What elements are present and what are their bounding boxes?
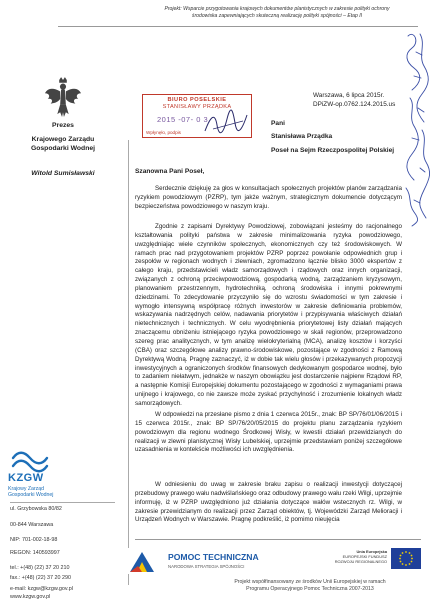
pomoc-techniczna-logo-icon: [128, 548, 156, 574]
handwritten-annotation: [400, 28, 434, 228]
kzgw-wordmark: KZGW: [8, 472, 44, 484]
cofinancing-note: [212, 579, 408, 592]
eu-fund-line1: Unia Europejska: [356, 549, 387, 554]
letter-paragraph-2: [135, 223, 402, 409]
paragraph-3-text: W odpowiedzi na przesłane pismo z dnia 1 czerwca 2015r., znak: BP SP/76/01/06/2015 i 15 czerwca 2015r., znak: BP SP/76/20/05/2015 do projektu planu zarządzania ryzykiem powodziowym dla regionu wodnego Środkowej Wisły, w kwestii działań przewidzianych do realizacji w zlewni planistycznej Wisły Lubelskiej, uprzejmie przedstawiam poniżej szczegółowe uzasadnienia w kontekście możliwości ich uwzględnienia.: [135, 411, 402, 454]
letter-paragraph-4: [135, 481, 402, 525]
paragraph-1-text: Serdecznie dziękuję za głos w konsultacjach społecznych projektów planów zarządzania ryzykiem powodziowym (PZRP), tym jakże ważnym, strategicznym dokumencie dotyczącym bezpieczeństwa powodziowego w naszym kraju.: [135, 185, 402, 210]
contact-website[interactable]: www.kzgw.gov.pl: [10, 594, 51, 600]
project-header-line1: Projekt: Wsparcie przygotowania krajowych dokumentów planistycznych w zakresie polityki ochrony: [164, 6, 390, 12]
eu-fund-line3: ROZWOJU REGIONALNEGO: [334, 559, 387, 564]
contact-phone: tel.: +(48) (22) 37 20 210: [10, 565, 70, 571]
project-header-line2: środowiska zapewniających skuteczną realizację polityki spójności – Etap II: [191, 13, 363, 20]
sidebar-org-line2: Gospodarki Wodnej: [30, 144, 96, 152]
contact-email[interactable]: e-mail: kzgw@kzgw.gov.pl: [10, 586, 73, 592]
sidebar-title: Prezes: [52, 122, 74, 129]
contact-fax: fax.: +(48) (22) 37 20 290: [10, 575, 71, 581]
stamp-office-name: BIURO POSELSKIE: [167, 97, 227, 103]
sidebar-signatory: Witold Sumisławski: [31, 170, 95, 177]
eu-flag-icon: [391, 548, 421, 569]
contact-nip: NIP: 701-002-18-98: [10, 537, 58, 543]
addressee-role: Poseł na Sejm Rzeczpospolitej Polskiej: [271, 147, 395, 154]
project-header-note: [138, 6, 416, 20]
kzgw-name-line2: Gospodarki Wodnej: [8, 492, 54, 499]
cofinancing-line2: Programu Operacyjnego Pomoc Techniczna 2007-2013: [246, 585, 374, 592]
sidebar-organization: [4, 136, 122, 153]
sidebar-divider: [128, 140, 129, 585]
addressee-title: Pani: [271, 120, 285, 127]
letter-paragraph-3: [135, 411, 402, 455]
contact-address: ul. Grzybowska 80/82: [10, 506, 62, 512]
paragraph-4-text: W odniesieniu do uwag w zakresie braku zapisu o realizacji inwestycji dotyczącej przebudowy prawego wału nadwiślańskiego oraz odbudowy prawego wału rzeki Wilgi, uprzejmie informuję, iż w PZRP uwzględniono już działania dotyczące wałów wstecznych rz. Wilgi, w zakresie przewidzianym do realizacji przez Zarząd obiektów, tj. Wojewódzki Zarząd Melioracji i Urządzeń Wodnych w Warszawie. Pragnę podkreślić, iż pomimo nieujęcia: [135, 481, 402, 524]
pomoc-techniczna-title: POMOC TECHNICZNA: [168, 552, 259, 562]
letter-reference-number: DPiZW-op.0762.124.2015.us: [313, 101, 396, 108]
polish-eagle-emblem: [44, 76, 82, 120]
eu-fund-text: [319, 549, 387, 564]
cofinancing-line1: Projekt współfinansowany ze środków Unii Europejskiej w ramach: [234, 579, 386, 585]
letter-paragraph-1: [135, 185, 402, 212]
eu-fund-line2: EUROPEJSKI FUNDUSZ: [342, 554, 387, 559]
addressee-name: Stanisława Prządka: [271, 133, 333, 140]
pomoc-techniczna-subtitle: NARODOWA STRATEGIA SPÓJNOŚCI: [168, 564, 245, 569]
header-divider: [58, 26, 418, 27]
footer-divider: [135, 539, 421, 540]
stamp-signature: [203, 109, 249, 137]
letter-salutation: Szanowna Pani Poseł,: [135, 168, 205, 175]
kzgw-full-name: [8, 486, 53, 498]
contact-postal: 00-844 Warszawa: [10, 522, 54, 528]
sidebar-org-line1: Krajowego Zarządu: [31, 136, 95, 143]
contact-regon: REGON: 140593997: [10, 550, 60, 556]
kzgw-name-line1: Krajowy Zarząd: [8, 486, 45, 492]
letter-place-date: Warszawa, 6 lipca 2015r.: [313, 92, 385, 99]
contact-divider: [10, 502, 115, 503]
stamp-date: 2015 -07- 0 3: [157, 115, 209, 124]
paragraph-2-text: Zgodnie z zapisami Dyrektywy Powodziowej, zobowiązani jesteśmy do racjonalnego kształtowania polityki państwa w zakresie minimalizowania ryzyka powodziowego, uwzględniając wiele czynników społecznych, ekonomicznych czy też środowiskowych. W ramach prac nad przygotowaniem projektów PZRP poprzez powołanie odpowiednich grup i zespołów w regionach wodnych i zlewniach, zgromadzono łącznie blisko 3000 ekspertów z całego kraju, przedstawicieli władz samorządowych i rządowych oraz innych organizacji, związanych z ochroną przeciwpowodziową, gospodarką wodną, zarządzaniem kryzysowym, planowaniem przestrzennym, hydrotechniką, ochroną środowiska i innymi pokrewnymi dziedzinami. To zdecydowanie przyczyniło się do wzrostu świadomości w tym zakresie i wymogło intensywną współpracę różnych inwestorów w zakresie definiowania problemów, wskazywania nadrzędnych celów, nadawania priorytetów i przypisywania właściwych działań nietechnicznych i technicznych. W celu wyodrębnienia priorytetowej listy działań mających znaczącemu obniżeniu istniejącego ryzyka powodziowego w skali regionów, przeprowadzono szereg prac analitycznych, w tym analizę wielokryterialną (MCA), analizę kosztów i korzyści (CBA) oraz szczegółowe analizy prawno-środowiskowe, pozostające w zgodności z Ramową Dyrektywą Wodną. Pragnę zaznaczyć, iż w dobie tak wielu głosów i przekazywanych propozycji inwestycyjnych a ograniczonych środków finansowych dedykowanym gospodarce wodnej, było to zadaniem niełatwym, jednakże w naszym obowiązku jest dostarczenie najpierw Rządowi RP, a następnie Komisji Europejskiej dokumentu pozostającego w zgodności z wymaganiami prawa unijnego i krajowego, co nie zawsze może zyskać przychylność i zrozumienie lokalnych władz samorządowych.: [135, 223, 402, 407]
stamp-label: Wpłynęło, podpis: [146, 130, 181, 135]
received-stamp: [142, 94, 252, 138]
stamp-owner-name: STANISŁAWY PRZĄDKA: [162, 104, 232, 110]
